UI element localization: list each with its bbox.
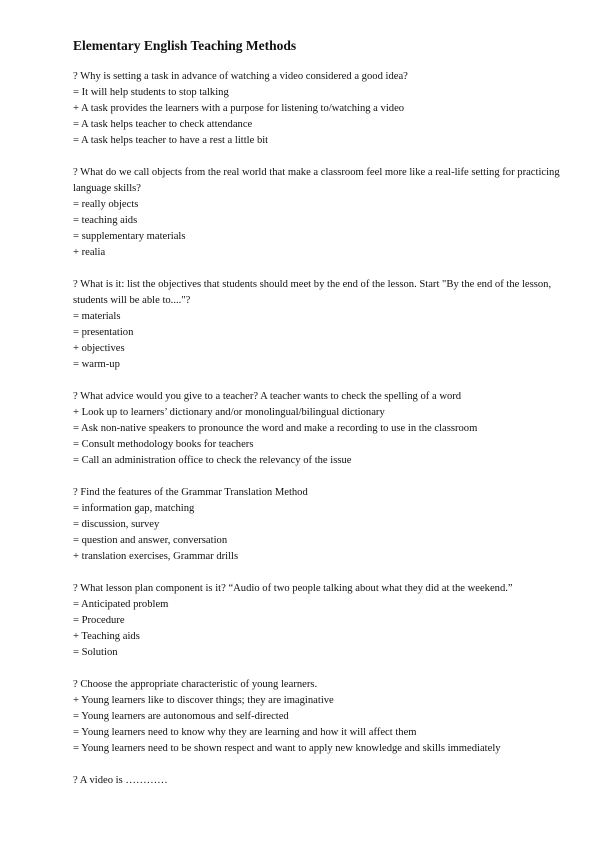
- answer-option: = Anticipated problem: [73, 599, 169, 610]
- answer-option: = Young learners are autonomous and self-directed: [73, 711, 289, 722]
- answer-option: = teaching aids: [73, 215, 138, 226]
- answer-option: + translation exercises, Grammar drills: [73, 551, 239, 562]
- answer-option: = Consult methodology books for teachers: [73, 439, 254, 450]
- question-text: ? What advice would you give to a teacher? A teacher wants to check the spelling of a word: [73, 391, 462, 402]
- answer-option: + objectives: [73, 343, 125, 354]
- answer-option: + realia: [73, 247, 106, 258]
- question-block: [73, 389, 563, 469]
- answer-option: = It will help students to stop talking: [73, 87, 229, 98]
- answer-option: = Call an administration office to check the relevancy of the issue: [73, 455, 352, 466]
- question-block: [73, 277, 563, 373]
- answer-option: = question and answer, conversation: [73, 535, 228, 546]
- question-block: [73, 677, 563, 757]
- question-text: ? What is it: list the objectives that students should meet by the end of the lesson. Start "By the end of the lesson, students will be able to...."?: [73, 279, 552, 306]
- answer-option: = really objects: [73, 199, 139, 210]
- question-list: [73, 69, 563, 805]
- question-text: ? Find the features of the Grammar Translation Method: [73, 487, 308, 498]
- question-text: ? A video is …………: [73, 775, 168, 786]
- answer-option: = Solution: [73, 647, 118, 658]
- answer-option: = materials: [73, 311, 121, 322]
- question-text: ? Choose the appropriate characteristic of young learners.: [73, 679, 318, 690]
- question-block: [73, 69, 563, 149]
- answer-option: = presentation: [73, 327, 134, 338]
- question-text: ? What do we call objects from the real world that make a classroom feel more like a real-life setting for practicing language skills?: [73, 167, 560, 194]
- answer-option: = Procedure: [73, 615, 125, 626]
- answer-option: + Look up to learners’ dictionary and/or monolingual/bilingual dictionary: [73, 407, 385, 418]
- answer-option: + A task provides the learners with a purpose for listening to/watching a video: [73, 103, 405, 114]
- answer-option: = Ask non-native speakers to pronounce the word and make a recording to use in the classroom: [73, 423, 478, 434]
- question-text: ? Why is setting a task in advance of watching a video considered a good idea?: [73, 71, 408, 82]
- question-block: [73, 773, 563, 789]
- document-title: Elementary English Teaching Methods: [73, 38, 297, 53]
- question-block: [73, 581, 563, 661]
- answer-option: + Young learners like to discover things; they are imaginative: [73, 695, 334, 706]
- question-text: ? What lesson plan component is it? “Audio of two people talking about what they did at the weekend.”: [73, 583, 513, 594]
- answer-option: = Young learners need to be shown respect and want to apply new knowledge and skills immediately: [73, 743, 501, 754]
- answer-option: + Teaching aids: [73, 631, 140, 642]
- answer-option: = A task helps teacher to check attendance: [73, 119, 253, 130]
- answer-option: = information gap, matching: [73, 503, 195, 514]
- answer-option: = A task helps teacher to have a rest a little bit: [73, 135, 269, 146]
- question-block: [73, 165, 563, 261]
- answer-option: = discussion, survey: [73, 519, 160, 530]
- question-block: [73, 485, 563, 565]
- answer-option: = Young learners need to know why they are learning and how it will affect them: [73, 727, 417, 738]
- answer-option: = supplementary materials: [73, 231, 186, 242]
- answer-option: = warm-up: [73, 359, 120, 370]
